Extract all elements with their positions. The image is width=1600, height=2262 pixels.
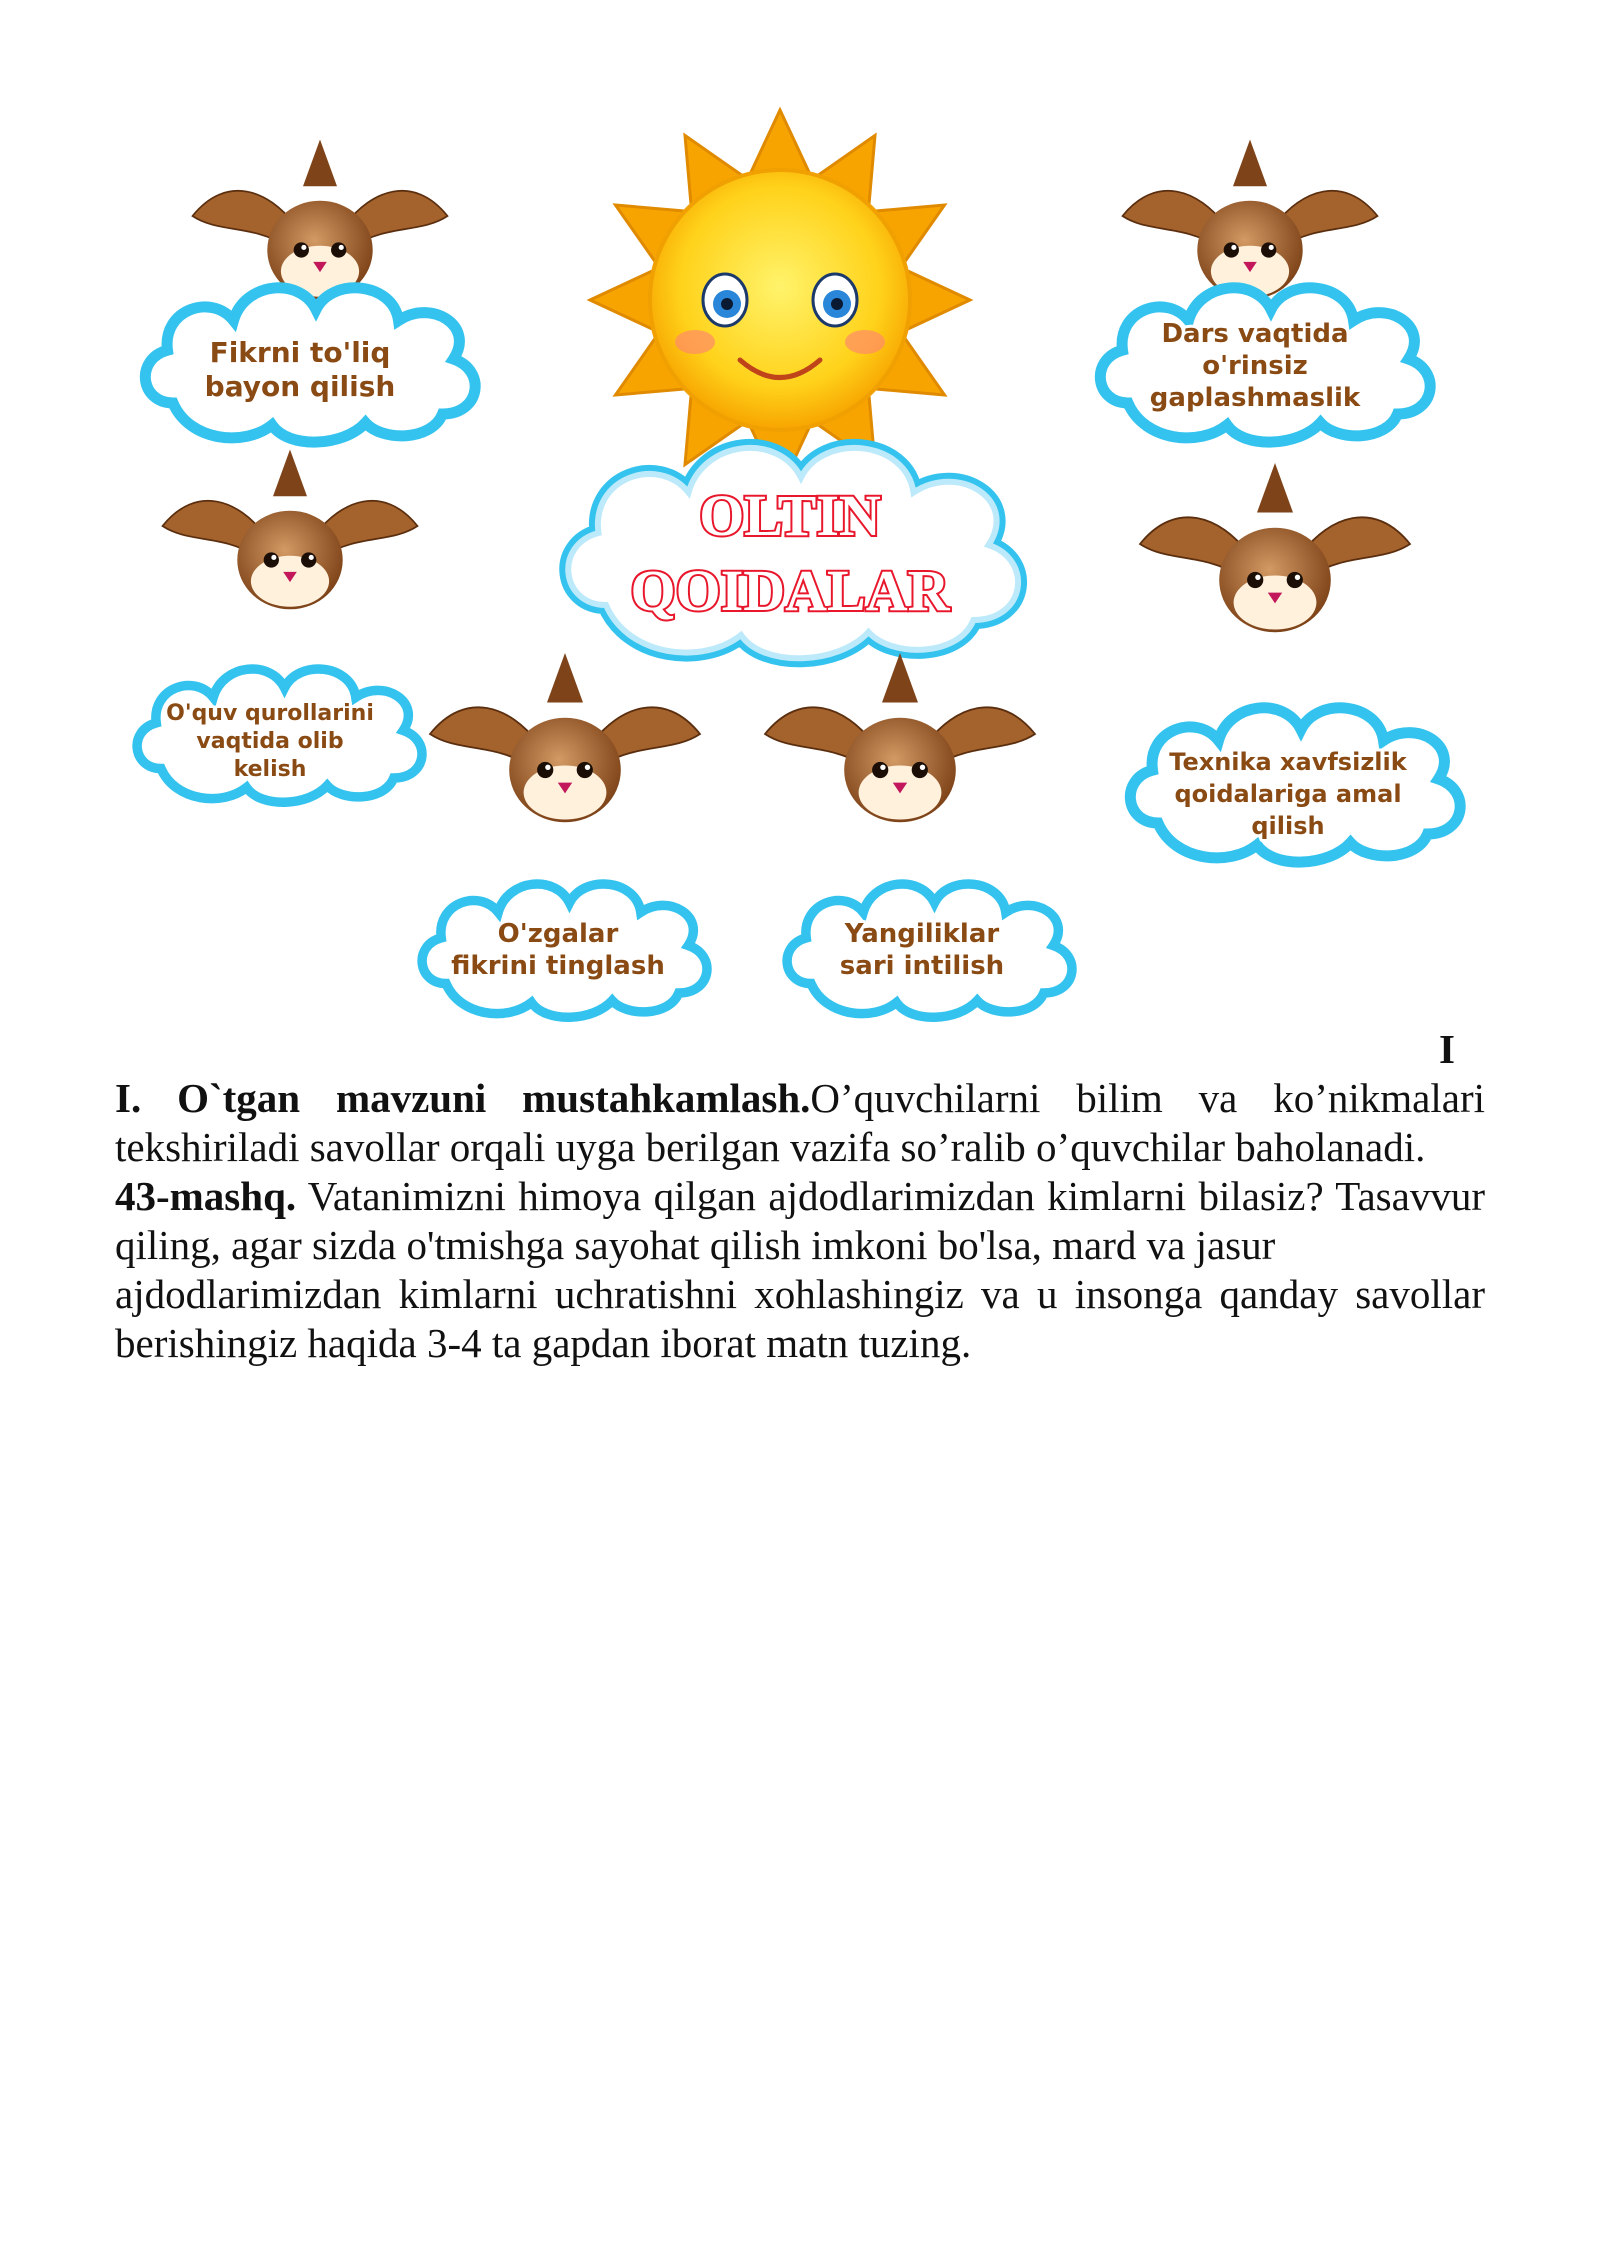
title-cloud (568, 448, 1018, 658)
exercise-paragraph-continued: ajdodlarimizdan kimlarni uchratishni xohlashingiz va u insonga qanday savollar berishingiz haqida 3-4 ta gapdan iborat matn tuzing. (115, 1271, 1485, 1366)
poster-title-line1: OLTIN (699, 483, 881, 548)
rule-text-line: qilish (1251, 812, 1325, 840)
rule-text-line: gaplashmaslik (1149, 383, 1361, 413)
rule-text-line: fikrini tinglash (451, 951, 665, 981)
rule-text-line: Texnika xavfsizlik (1169, 748, 1407, 776)
bird-illustration (1140, 463, 1410, 632)
sun-illustration (590, 110, 970, 490)
bird-illustration (430, 653, 700, 822)
bird-illustration (1123, 140, 1378, 300)
rule-text-line: sari intilish (839, 951, 1005, 981)
golden-rules-poster (0, 0, 1600, 1040)
rule-text-line: O'zgalar (497, 919, 619, 949)
rule-text-line: kelish (233, 757, 307, 782)
rule-text-line: Yangiliklar (844, 919, 1000, 949)
rule-text-line: vaqtida olib (196, 729, 344, 754)
rule-text-line: qoidalariga amal (1174, 780, 1402, 808)
section-heading: I. O`tgan mavzuni mustahkamlash. (115, 1075, 811, 1121)
bird-illustration (163, 450, 418, 610)
rule-text-line: Fikrni to'liq (209, 336, 391, 369)
section-marker: I (1439, 1026, 1455, 1072)
rule-text-line: bayon qilish (204, 370, 396, 403)
exercise-paragraph (115, 1172, 1485, 1270)
exercise-label: 43-mashq. (115, 1173, 297, 1219)
poster-title-line2: QOIDALAR (630, 558, 950, 623)
bird-illustration (765, 653, 1035, 822)
rule-text-line: Dars vaqtida (1161, 319, 1349, 349)
bird-illustration (193, 140, 448, 300)
lesson-content (115, 1025, 1485, 1368)
section-text: O’quvchilarni bilim va ko’nikmalari tekshiriladi savollar orqali uyga berilgan vazifa so’ralib o’quvchilar baholanadi. (115, 1075, 1485, 1170)
exercise-text: Vatanimizni himoya qilgan ajdodlarimizdan kimlarni bilasiz? Tasavvur qiling, agar sizda o'tmishga sayohat qilish imkoni bo'lsa, mard va jasur (115, 1173, 1485, 1268)
rule-text-line: o'rinsiz (1202, 351, 1308, 381)
review-paragraph (115, 1074, 1485, 1172)
rule-text-line: O'quv qurollarini (166, 701, 374, 726)
